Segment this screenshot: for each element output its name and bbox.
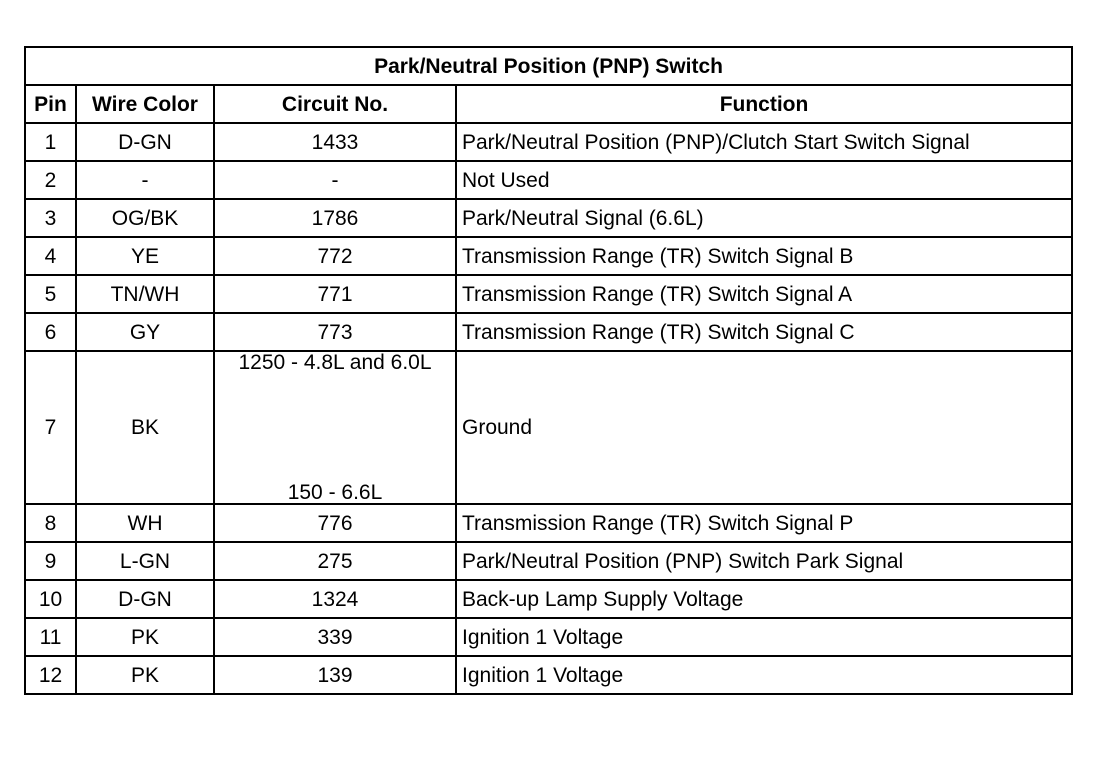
pin-cell: 1 <box>25 123 76 161</box>
function-cell: Park/Neutral Position (PNP) Switch Park Signal <box>456 542 1072 580</box>
pin-cell: 7 <box>25 351 76 504</box>
circuit-top: 1250 - 4.8L and 6.0L <box>238 351 432 374</box>
table-row <box>25 237 1072 275</box>
wire-color-cell: D-GN <box>76 123 214 161</box>
pin-cell: 3 <box>25 199 76 237</box>
header-pin: Pin <box>25 85 76 123</box>
circuit-cell: 773 <box>214 313 456 351</box>
pin-cell: 9 <box>25 542 76 580</box>
pin-cell: 6 <box>25 313 76 351</box>
wire-color-cell: WH <box>76 504 214 542</box>
function-cell: Transmission Range (TR) Switch Signal P <box>456 504 1072 542</box>
wire-color-cell: YE <box>76 237 214 275</box>
circuit-cell: 139 <box>214 656 456 694</box>
circuit-cell <box>214 351 456 504</box>
table-row <box>25 123 1072 161</box>
table-row <box>25 351 1072 504</box>
circuit-cell: 771 <box>214 275 456 313</box>
function-cell: Ignition 1 Voltage <box>456 618 1072 656</box>
circuit-bottom: 150 - 6.6L <box>287 481 383 504</box>
table-row <box>25 618 1072 656</box>
table-row <box>25 656 1072 694</box>
header-function: Function <box>456 85 1072 123</box>
table-row <box>25 313 1072 351</box>
table-row <box>25 542 1072 580</box>
function-cell: Not Used <box>456 161 1072 199</box>
pin-cell: 5 <box>25 275 76 313</box>
circuit-cell: 339 <box>214 618 456 656</box>
pin-cell: 12 <box>25 656 76 694</box>
circuit-cell: 275 <box>214 542 456 580</box>
circuit-split <box>219 352 451 503</box>
table-title: Park/Neutral Position (PNP) Switch <box>25 47 1072 85</box>
wire-color-cell: PK <box>76 656 214 694</box>
wire-color-cell: - <box>76 161 214 199</box>
table-row <box>25 275 1072 313</box>
function-cell: Transmission Range (TR) Switch Signal B <box>456 237 1072 275</box>
wire-color-cell: OG/BK <box>76 199 214 237</box>
wire-color-cell: BK <box>76 351 214 504</box>
circuit-cell: 1324 <box>214 580 456 618</box>
function-cell: Ground <box>456 351 1072 504</box>
circuit-cell: 1433 <box>214 123 456 161</box>
circuit-cell: 776 <box>214 504 456 542</box>
pin-cell: 10 <box>25 580 76 618</box>
table-row <box>25 161 1072 199</box>
function-cell: Transmission Range (TR) Switch Signal C <box>456 313 1072 351</box>
pin-cell: 11 <box>25 618 76 656</box>
pin-cell: 2 <box>25 161 76 199</box>
circuit-cell: 1786 <box>214 199 456 237</box>
table-row <box>25 199 1072 237</box>
wire-color-cell: L-GN <box>76 542 214 580</box>
pnp-switch-table <box>24 46 1073 695</box>
table-row <box>25 504 1072 542</box>
function-cell: Back-up Lamp Supply Voltage <box>456 580 1072 618</box>
header-row <box>25 85 1072 123</box>
circuit-cell: 772 <box>214 237 456 275</box>
pin-cell: 4 <box>25 237 76 275</box>
function-cell: Ignition 1 Voltage <box>456 656 1072 694</box>
function-cell: Transmission Range (TR) Switch Signal A <box>456 275 1072 313</box>
function-cell: Park/Neutral Signal (6.6L) <box>456 199 1072 237</box>
pin-cell: 8 <box>25 504 76 542</box>
function-cell: Park/Neutral Position (PNP)/Clutch Start Switch Signal <box>456 123 1072 161</box>
table-row <box>25 580 1072 618</box>
wire-color-cell: PK <box>76 618 214 656</box>
title-row <box>25 47 1072 85</box>
wire-color-cell: D-GN <box>76 580 214 618</box>
wire-color-cell: GY <box>76 313 214 351</box>
header-wire-color: Wire Color <box>76 85 214 123</box>
header-circuit-no: Circuit No. <box>214 85 456 123</box>
circuit-cell: - <box>214 161 456 199</box>
wire-color-cell: TN/WH <box>76 275 214 313</box>
